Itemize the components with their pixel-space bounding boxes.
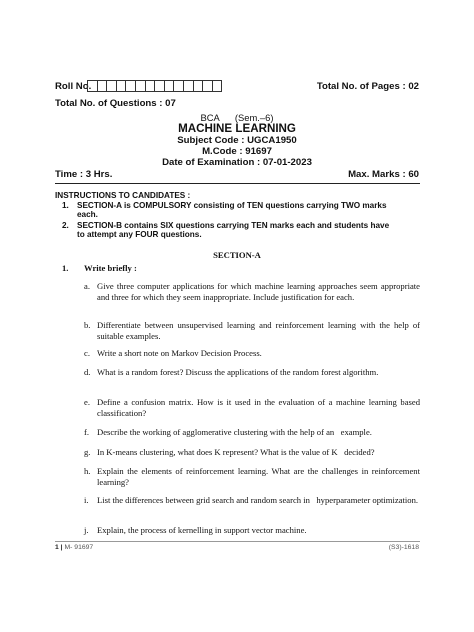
total-pages: Total No. of Pages : 02 (316, 81, 419, 92)
instruction-number: 2. (62, 221, 69, 230)
question-part: Explain, the process of kernelling in support vector machine. (97, 525, 307, 535)
question-part: Describe the working of agglomerative clustering with the help of an example. (97, 427, 372, 437)
footer-divider (55, 541, 420, 542)
part-label: f. (84, 427, 90, 437)
question-part: In K-means clustering, what does K represent? What is the value of K decided? (97, 447, 375, 457)
question-part: Explain the elements of reinforcement learning. What are the challenges in reinforcement learning? (97, 466, 420, 488)
footer-left (55, 544, 93, 551)
part-label: b. (84, 320, 91, 330)
question-part: List the differences between grid search and random search in hyperparameter optimization. (97, 495, 419, 505)
section-title: SECTION-A (213, 250, 261, 260)
roll-no-boxes (87, 80, 221, 92)
footer-separator: | (60, 544, 63, 551)
total-questions: Total No. of Questions : 07 (55, 98, 176, 109)
question-number: 1. (62, 263, 69, 273)
page-number: 1 (55, 544, 59, 551)
m-code: M.Code : 91697 (202, 146, 272, 157)
instruction-text: to attempt any FOUR questions. (77, 230, 202, 239)
question-part: Write a short note on Markov Decision Process. (97, 348, 262, 358)
question-part: What is a random forest? Discuss the applications of the random forest algorithm. (97, 367, 379, 377)
question-title: Write briefly : (84, 263, 137, 273)
time-label: Time : 3 Hrs. (55, 169, 113, 180)
instruction-text: SECTION-A is COMPULSORY consisting of TEN questions carrying TWO marks (77, 201, 387, 210)
part-label: i. (84, 495, 89, 505)
instruction-text: each. (77, 210, 98, 219)
part-label: g. (84, 447, 91, 457)
part-label: h. (84, 466, 91, 476)
instructions-heading: INSTRUCTIONS TO CANDIDATES : (55, 191, 191, 200)
part-label: a. (84, 281, 90, 291)
roll-no-label: Roll No. (55, 81, 92, 92)
exam-date: Date of Examination : 07-01-2023 (162, 157, 312, 168)
part-label: d. (84, 367, 91, 377)
subject-code: Subject Code : UGCA1950 (177, 135, 297, 146)
part-label: e. (84, 397, 90, 407)
instruction-number: 1. (62, 201, 69, 210)
question-part: Define a confusion matrix. How is it used in the evaluation of a machine learning based classification? (97, 397, 420, 419)
question-part: Differentiate between unsupervised learning and reinforcement learning with the help of suitable examples. (97, 320, 420, 342)
roll-no-box (212, 80, 223, 92)
footer-code: (S3)-1618 (388, 544, 419, 551)
course-line: BCA (Sem.–6) (200, 112, 274, 123)
instruction-text: SECTION-B contains SIX questions carrying TEN marks each and students have (77, 221, 390, 230)
footer-mcode: M- 91697 (64, 544, 94, 551)
header-divider (55, 183, 420, 184)
max-marks: Max. Marks : 60 (348, 169, 419, 180)
part-label: c. (84, 348, 90, 358)
paper-title: MACHINE LEARNING (178, 122, 296, 135)
question-part: Give three computer applications for which machine learning approaches seem appropriate and three for which they seem inappropriate. Include justification for each. (97, 281, 420, 303)
part-label: j. (84, 525, 89, 535)
